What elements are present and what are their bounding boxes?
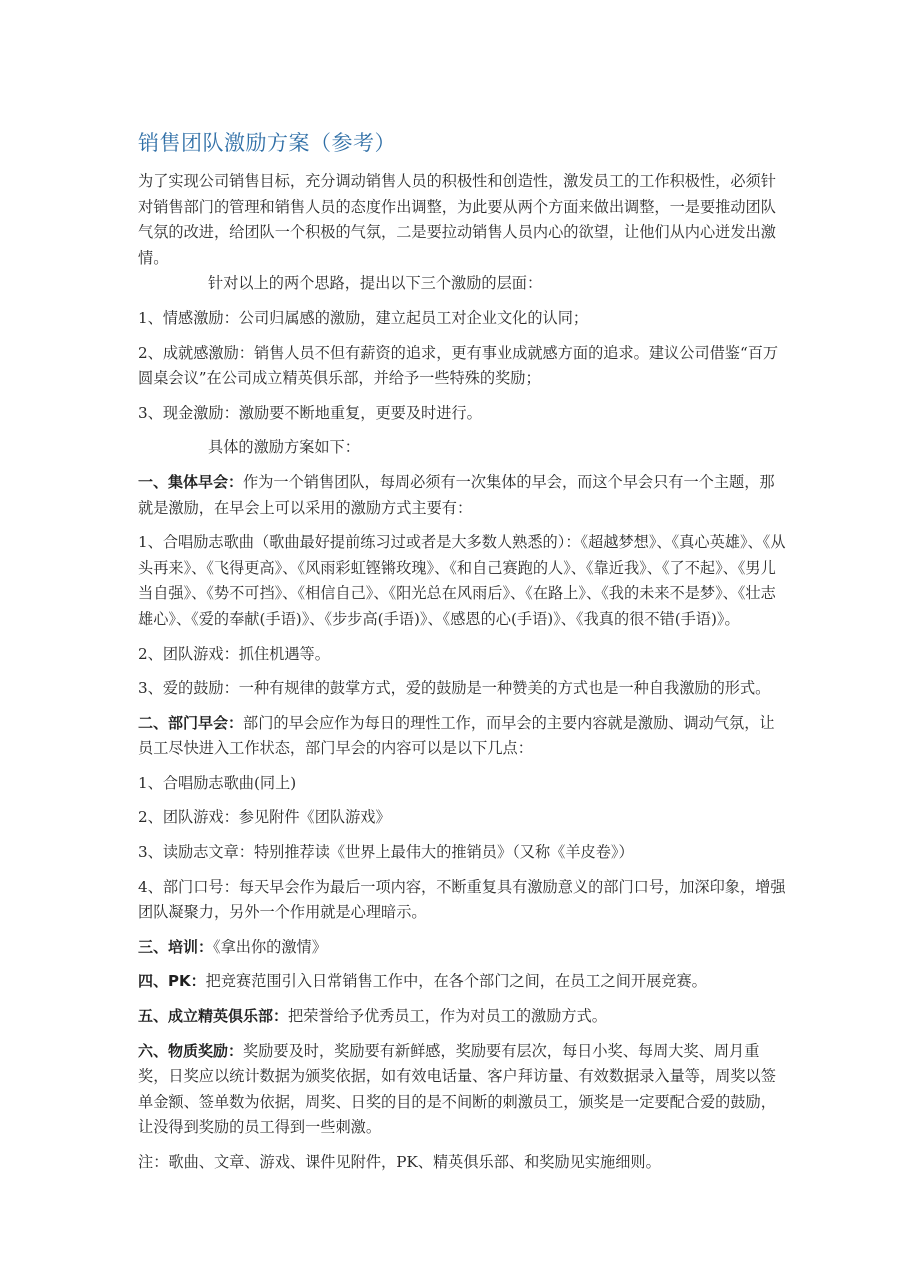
level-item-1: 1、情感激励：公司归属感的激励，建立起员工对企业文化的认同； bbox=[138, 308, 589, 327]
section-4 bbox=[138, 969, 786, 995]
footer-note: 注：歌曲、文章、游戏、课件见附件，PK、精英俱乐部、和奖励见实施细则。 bbox=[138, 1153, 661, 1171]
section-2-item-3: 3、读励志文章：特别推荐读《世界上最伟大的推销员》（又称《羊皮卷》） bbox=[138, 843, 634, 862]
document-title: 销售团队激励方案（参考） bbox=[138, 131, 396, 155]
section-6-heading: 六、物质奖励： bbox=[138, 1041, 244, 1060]
section-4-heading: 四、PK： bbox=[138, 972, 206, 991]
section-1-text: 作为一个销售团队，每周必须有一次集体的早会，而这个早会只有一个主题，那就是激励，在早会上可以采用的激励方式主要有： bbox=[138, 472, 775, 517]
section-5 bbox=[138, 1004, 786, 1030]
section-1-item-1: 1、合唱励志歌曲（歌曲最好提前练习过或者是大多数人熟悉的）：《超越梦想》、《真心英雄》、《从头再来》、《飞得更高》、《风雨彩虹铿锵玫瑰》、《和自己赛跑的人》、《靠近我》、《了不起》、《男儿当自强》、《势不可挡》、《相信自己》、《阳光总在风雨后》、《在路上》、《我的未来不是梦》、《壮志雄心》、《爱的奉献(手语)》、《步步高(手语)》、《感恩的心(手语)》、《我真的很不错(手语)》。 bbox=[138, 533, 786, 628]
ideas-lead: 针对以上的两个思路，提出以下三个激励的层面： bbox=[208, 274, 543, 293]
section-2-text: 部门的早会应作为每日的理性工作，而早会的主要内容就是激励、调动气氛，让员工尽快进入工作状态，部门早会的内容可以是以下几点： bbox=[138, 713, 775, 758]
plan-lead: 具体的激励方案如下： bbox=[208, 438, 360, 457]
section-2-heading: 二、部门早会： bbox=[138, 713, 244, 732]
section-4-text: 把竞赛范围引入日常销售工作中，在各个部门之间，在员工之间开展竞赛。 bbox=[205, 972, 707, 991]
section-2-item-2: 2、团队游戏：参见附件《团队游戏》 bbox=[138, 808, 391, 827]
section-2-item-1: 1、合唱励志歌曲(同上) bbox=[138, 773, 297, 792]
section-2-item-4: 4、部门口号：每天早会作为最后一项内容，不断重复具有激励意义的部门口号，加深印象，增强团队凝聚力，另外一个作用就是心理暗示。 bbox=[138, 877, 786, 922]
section-1 bbox=[138, 470, 786, 521]
section-3-heading: 三、培训： bbox=[138, 937, 214, 956]
section-2 bbox=[138, 711, 786, 762]
section-5-heading: 五、成立精英俱乐部： bbox=[138, 1007, 289, 1026]
section-6 bbox=[138, 1039, 786, 1141]
intro-paragraph: 为了实现公司销售目标，充分调动销售人员的积极性和创造性，激发员工的工作积极性，必须针对销售部门的管理和销售人员的态度作出调整，为此要从两个方面来做出调整，一是要推动团队气氛的改进，给团队一个积极的气氛，二是要拉动销售人员内心的欲望，让他们从内心迸发出激情。 bbox=[138, 172, 776, 267]
document-page bbox=[138, 127, 786, 1176]
section-1-item-3: 3、爱的鼓励：一种有规律的鼓掌方式，爱的鼓励是一种赞美的方式也是一种自我激励的形式。 bbox=[138, 679, 771, 698]
section-6-text: 奖励要及时，奖励要有新鲜感，奖励要有层次，每日小奖、每周大奖、周月重奖，日奖应以统计数据为颁奖依据，如有效电话量、客户拜访量、有效数据录入量等，周奖以签单金额、签单数为依据，周奖、日奖的目的是不间断的刺激员工，颁奖是一定要配合爱的鼓励，让没得到奖励的员工得到一些刺激。 bbox=[138, 1041, 776, 1137]
section-1-item-2: 2、团队游戏：抓住机遇等。 bbox=[138, 644, 330, 663]
section-3-text: 《拿出你的激情》 bbox=[213, 937, 327, 956]
section-1-heading: 一、集体早会： bbox=[138, 472, 244, 491]
level-item-2: 2、成就感激励：销售人员不但有薪资的追求，更有事业成就感方面的追求。建议公司借鉴“百万圆桌会议”在公司成立精英俱乐部，并给予一些特殊的奖励； bbox=[138, 343, 779, 388]
section-3 bbox=[138, 935, 786, 961]
section-5-text: 把荣誉给予优秀员工，作为对员工的激励方式。 bbox=[288, 1007, 607, 1026]
level-item-3: 3、现金激励：激励要不断地重复，更要及时进行。 bbox=[138, 403, 482, 422]
